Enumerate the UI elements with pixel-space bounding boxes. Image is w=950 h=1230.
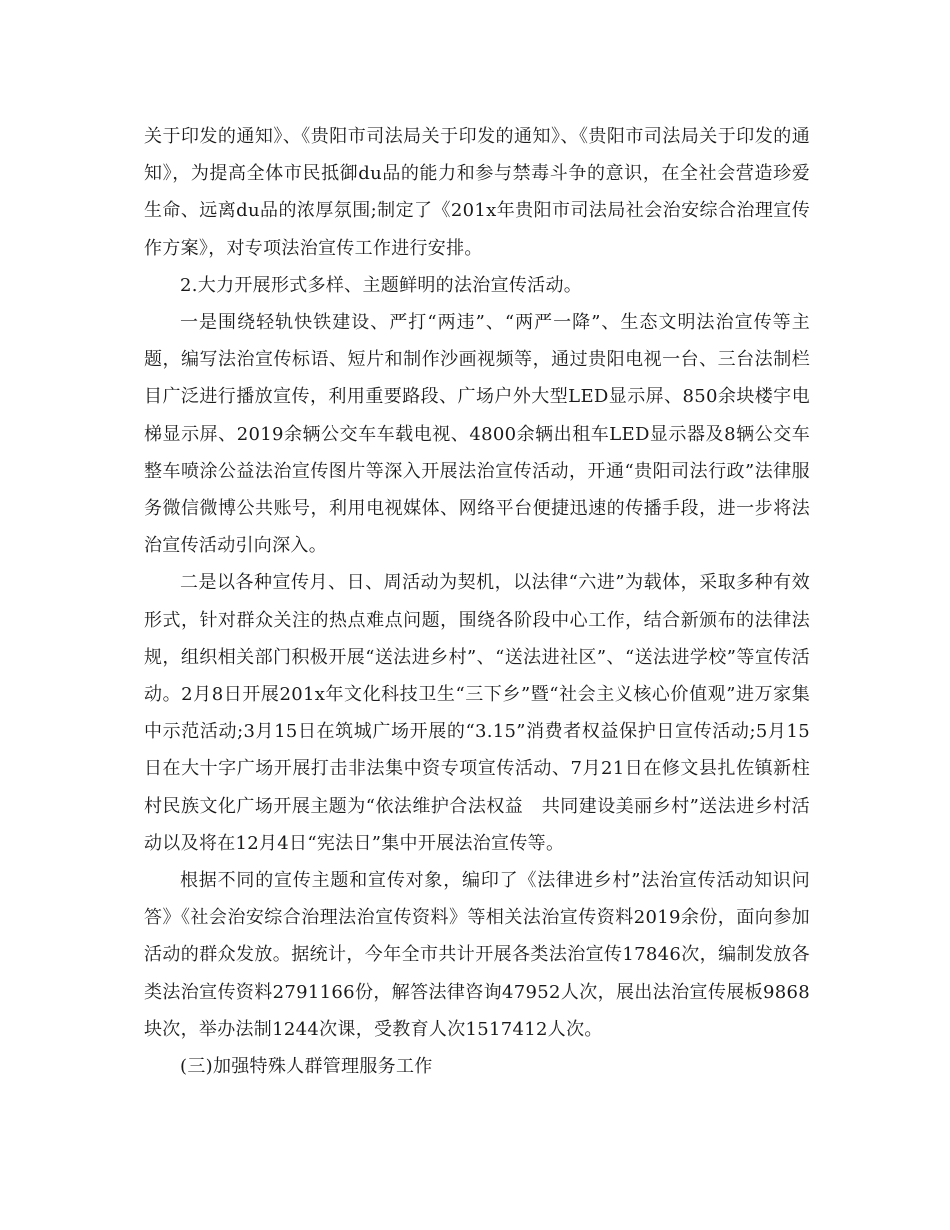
paragraph-first-measure: 一是围绕轻轨快铁建设、严打“两违”、“两严一降”、生态文明法治宣传等主题，编写法治宣传标语、短片和制作沙画视频等，通过贵阳电视一台、三台法制栏目广泛进行播放宣传，利用重要路段、广场户外大型LED显示屏、850余块楼宇电梯显示屏、2019余辆公交车车载电视、4800余辆出租车LED显示器及8辆公交车整车喷涂公益法治宣传图片等深入开展法治宣传活动，开通“贵阳司法行政”法律服务微信微博公共账号，利用电视媒体、网络平台便捷迅速的传播手段，进一步将法治宣传活动引向深入。 — [144, 312, 810, 557]
section-heading-3: (三)加强特殊人群管理服务工作 — [180, 1056, 433, 1078]
document-body — [144, 118, 810, 1085]
section-heading-2: 2.大力开展形式多样、主题鲜明的法治宣传活动。 — [180, 274, 583, 296]
paragraph-second-measure: 二是以各种宣传月、日、周活动为契机，以法律“六进”为载体，采取多种有效形式，针对群众关注的热点难点问题，围绕各阶段中心工作，结合新颁布的法律法规，组织相关部门积极开展“送法进乡村”、“送法进社区”、“送法进学校”等宣传活动。2月8日开展201x年文化科技卫生“三下乡”暨“社会主义核心价值观”进万家集中示范活动;3月15日在筑城广场开展的“3.15”消费者权益保护日宣传活动;5月15日在大十字广场开展打击非法集中资专项宣传活动、7月21日在修文县扎佐镇新柱村民族文化广场开展主题为“依法维护合法权益 共同建设美丽乡村”送法进乡村活动以及将在12月4日“宪法日”集中开展法治宣传等。 — [144, 572, 810, 854]
paragraph-notices: 关于印发的通知》、《贵阳市司法局关于印发的通知》、《贵阳市司法局关于印发的通知》，为提高全体市民抵御du品的能力和参与禁毒斗争的意识，在全社会营造珍爱生命、远离du品的浓厚氛围;制定了《201x年贵阳市司法局社会治安综合治理宣传作方案》，对专项法治宣传工作进行安排。 — [144, 126, 810, 259]
paragraph-materials-statistics: 根据不同的宣传主题和宣传对象，编印了《法律进乡村”法治宣传活动知识问答》《社会治安综合治理法治宣传资料》等相关法治宣传资料2019余份，面向参加活动的群众发放。据统计，今年全市共计开展各类法治宣传17846次，编制发放各类法治宣传资料2791166份，解答法律咨询47952人次，展出法治宣传展板9868块次，举办法制1244次课，受教育人次1517412人次。 — [144, 870, 810, 1040]
